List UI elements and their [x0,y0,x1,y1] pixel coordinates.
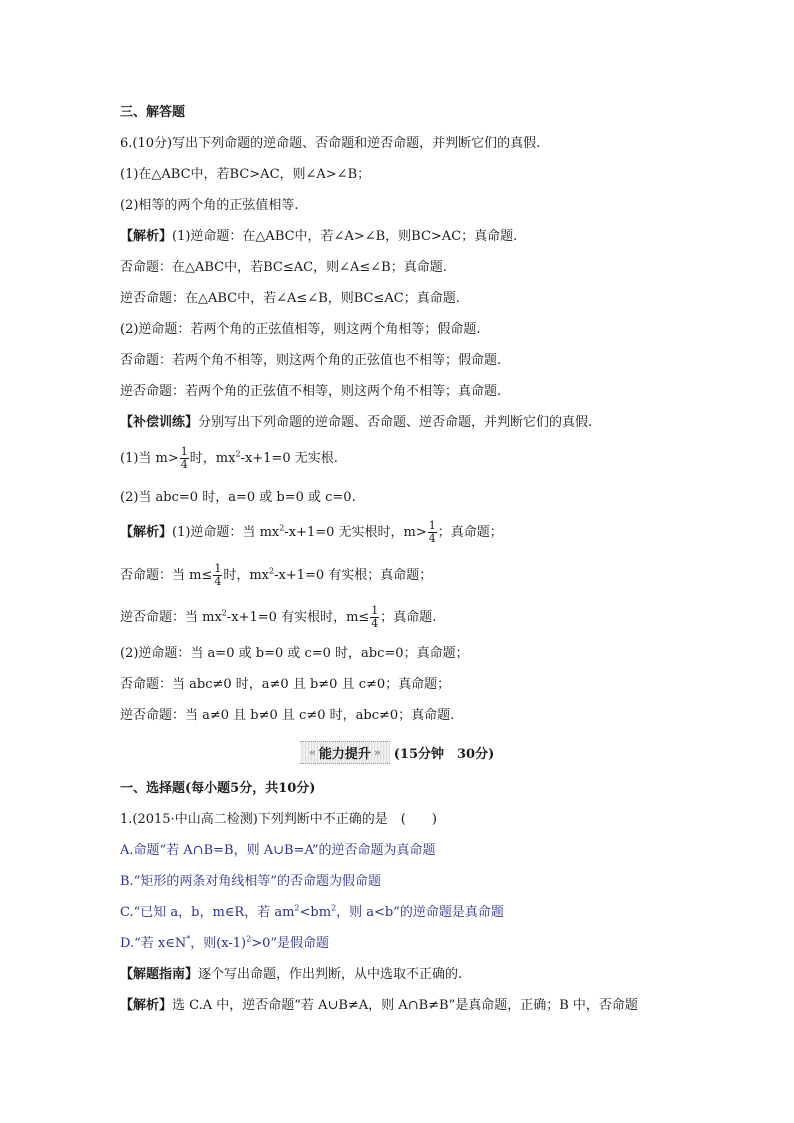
fraction-one-quarter: $\frac{1}{4}$ [371,604,379,630]
analysis-tag: 【解析】 [120,229,173,244]
supplement-heading [120,414,592,432]
option-d: D.“若 x∈N*，则$(x-1)^2>0$”是假命题 [120,934,330,951]
fraction-one-quarter: $\frac{1}{4}$ [428,519,436,545]
supp-analysis-line-2: 否命题：当 m≤ $\frac{1}{4}$ 时，$mx^2-x+1=0$ 有实根；真命题； [120,562,433,588]
question-1-stem: 1.(2015·中山高二检测)下列判断中不正确的是 ( ) [120,812,437,827]
option-b: B.“矩形的两条对角线相等”的否命题为假命题 [120,874,381,889]
q6-analysis-line-3: 逆否命题：在△ABC中，若∠A≤∠B，则BC≤AC；真命题. [120,291,460,306]
supplement-part-1: (1)当 m> $\frac{1}{4}$ 时，$mx^2-x+1=0$ 无实根. [120,445,338,471]
ability-banner-meta: (15分钟 30分) [393,746,495,762]
ability-banner-box: « 能力提升 » [300,741,390,764]
q6-analysis-line-4: (2)逆命题：若两个角的正弦值相等，则这两个角相等；假命题. [120,322,481,337]
supp-analysis-line-3: 逆否命题：当 $mx^2-x+1=0$ 有实根时，m≤ $\frac{1}{4}$ ；真命题. [120,604,437,630]
q6-analysis-line-6: 逆否命题：若两个角的正弦值不相等，则这两个角不相等；真命题. [120,384,502,399]
q6-analysis-line-1 [120,228,517,246]
supplement-stem: 分别写出下列命题的逆命题、否命题、逆否命题，并判断它们的真假. [198,415,593,430]
supp-analysis-line-6: 逆否命题：当 a≠0 且 b≠0 且 c≠0 时，abc≠0；真命题. [120,708,455,723]
q6-analysis-line-5: 否命题：若两个角不相等，则这两个角的正弦值也不相等；假命题. [120,353,502,368]
supp-analysis-line-1: 【解析】(1)逆命题：当 $mx^2-x+1=0$ 无实根时，m> $\frac{1}{4}$ ；真命题； [120,519,503,545]
supp-analysis-line-5: 否命题：当 abc≠0 时，a≠0 且 b≠0 且 c≠0；真命题； [120,677,451,692]
fraction-one-quarter: $\frac{1}{4}$ [180,445,188,471]
supp-analysis-line-4: (2)逆命题：当 a=0 或 b=0 或 c=0 时，abc=0；真命题； [120,646,469,661]
ability-banner-title: 能力提升 [318,746,371,762]
section-heading-choice: 一、选择题(每小题5分，共10分) [120,781,316,796]
supplement-part-2: (2)当 abc=0 时，a=0 或 b=0 或 c=0. [120,490,356,505]
q1-analysis: 【解析】选 C.A 中，逆否命题“若 A∪B≠A，则 A∩B≠B”是真命题，正确；B 中，否命题 [120,998,638,1013]
analysis-text: (1)逆命题：在△ABC中，若∠A>∠B，则BC>AC；真命题. [172,229,518,244]
ability-banner [300,741,494,763]
section-heading-answer: 三、解答题 [120,105,186,120]
question-6-stem: 6.(10分)写出下列命题的逆命题、否命题和逆否命题，并判断它们的真假. [120,136,541,151]
question-6-part-2: (2)相等的两个角的正弦值相等. [120,198,299,213]
supplement-tag: 【补偿训练】 [120,415,199,430]
option-a: A.命题“若 A∩B=B，则 A∪B=A”的逆否命题为真命题 [120,843,436,858]
q6-analysis-line-2: 否命题：在△ABC中，若BC≤AC，则∠A≤∠B；真命题. [120,260,447,275]
option-c: C.“已知 a，b，m∈R，若 $am^2<bm^2$，则 a<b”的逆命题是真命题 [120,903,504,920]
q1-hint: 【解题指南】逐个写出命题，作出判断，从中选取不正确的. [120,967,463,982]
question-6-part-1: (1)在△ABC中，若BC>AC，则∠A>∠B； [120,167,371,182]
fraction-one-quarter: $\frac{1}{4}$ [214,562,222,588]
